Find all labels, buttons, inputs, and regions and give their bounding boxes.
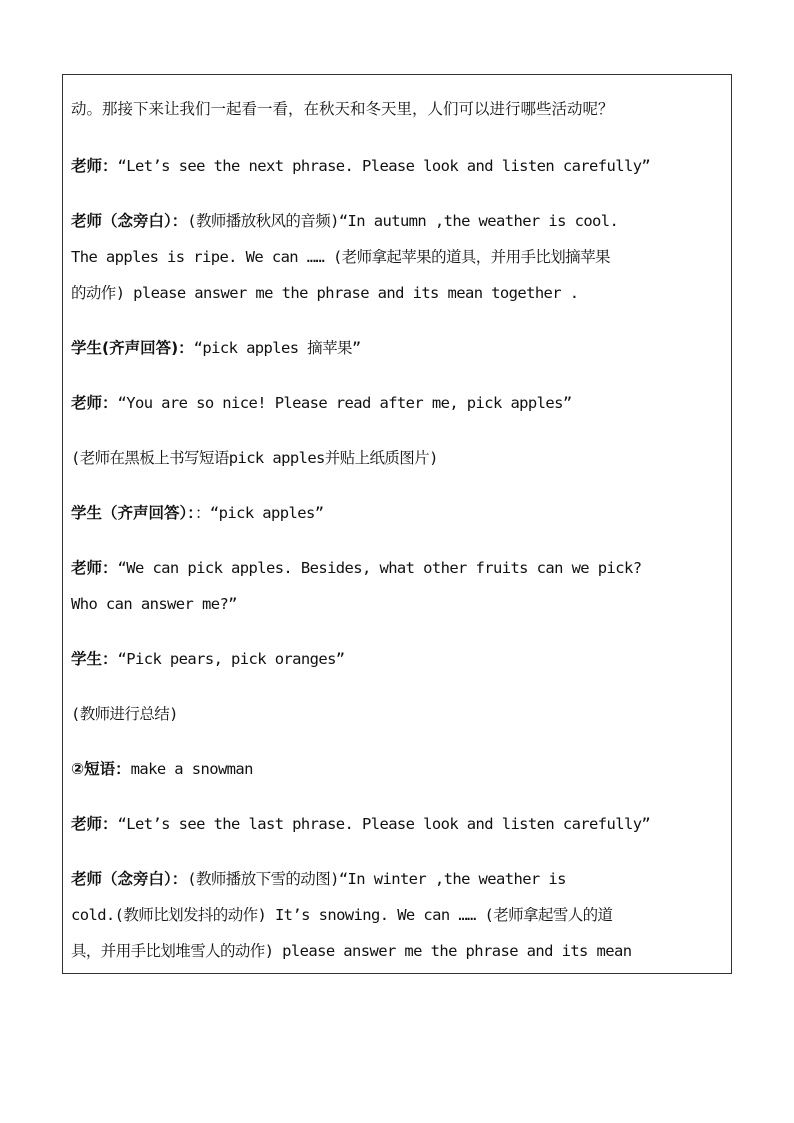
speaker-label: 学生(齐声回答)： — [71, 339, 194, 357]
dialogue-line — [71, 499, 725, 527]
dialogue-text: “pick apples 摘苹果” — [193, 339, 361, 357]
speaker-label: 学生： — [71, 650, 118, 668]
stage-direction: (教师进行总结) — [71, 705, 178, 723]
stage-direction: (老师在黑板上书写短语pick apples并贴上纸质图片) — [71, 449, 438, 467]
dialogue-text: “Let’s see the next phrase. Please look and listen carefully” — [117, 157, 651, 175]
dialogue-text: “You are so nice! Please read after me, pick apples” — [117, 394, 572, 412]
dialogue-text: “We can pick apples. Besides, what other fruits can we pick? — [117, 559, 642, 577]
section-label: ②短语： — [71, 760, 131, 778]
speaker-label: 老师： — [71, 559, 118, 577]
speaker-label: 老师： — [71, 157, 118, 175]
dialogue-line — [71, 152, 725, 180]
speaker-label: 学生（齐声回答）： — [71, 504, 196, 522]
dialogue-line — [71, 810, 725, 838]
document-frame — [62, 74, 732, 974]
intro-line: 动。那接下来让我们一起看一看，在秋天和冬天里，人们可以进行哪些活动呢？ — [71, 100, 614, 118]
speaker-label: 老师（念旁白）： — [71, 212, 188, 230]
dialogue-text: “Let’s see the last phrase. Please look and listen carefully” — [117, 815, 651, 833]
dialogue-text: ：“pick apples” — [195, 504, 324, 522]
phrase-text: make a snowman — [130, 760, 253, 778]
section-heading — [71, 755, 725, 783]
dialogue-text: “Pick pears, pick oranges” — [117, 650, 345, 668]
dialogue-line — [71, 207, 725, 235]
dialogue-continuation: 的动作) please answer me the phrase and its mean together . — [71, 284, 579, 302]
speaker-label: 老师： — [71, 394, 118, 412]
dialogue-line — [71, 645, 725, 673]
dialogue-continuation: cold.(教师比划发抖的动作) It’s snowing. We can …… (老师拿起雪人的道 — [71, 906, 613, 924]
dialogue-line — [71, 554, 725, 582]
dialogue-text: (教师播放下雪的动图)“In winter ,the weather is — [187, 870, 566, 888]
dialogue-line — [71, 334, 725, 362]
dialogue-text: (教师播放秋风的音频)“In autumn ,the weather is cool. — [187, 212, 619, 230]
dialogue-line — [71, 865, 725, 893]
speaker-label: 老师（念旁白）： — [71, 870, 188, 888]
dialogue-continuation: 具，并用手比划堆雪人的动作) please answer me the phrase and its mean — [71, 942, 632, 960]
dialogue-line — [71, 389, 725, 417]
speaker-label: 老师： — [71, 815, 118, 833]
dialogue-continuation: The apples is ripe. We can …… (老师拿起苹果的道具，并用手比划摘苹果 — [71, 248, 610, 266]
dialogue-continuation: Who can answer me?” — [71, 595, 237, 613]
